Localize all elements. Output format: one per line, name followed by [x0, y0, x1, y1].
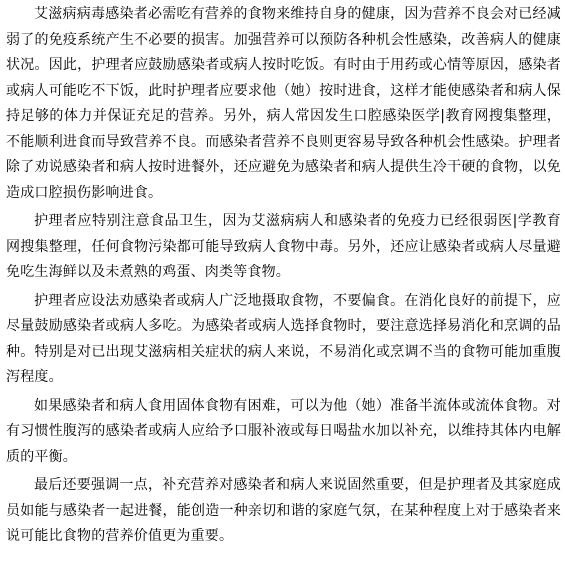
paragraph-food-hygiene: 护理者应特别注意食品卫生，因为艾滋病病人和感染者的免疫力已经很弱医|学教育网搜集整理，任何食物污染都可能导致病人食物中毒。另外，还应让感染者或病人尽量避免吃生海鲜以及未煮熟的鸡蛋、肉类等食物。	[6, 213, 561, 280]
paragraph-varied-diet: 护理者应设法劝感染者或病人广泛地摄取食物，不要偏食。在消化良好的前提下，应尽量鼓励感染者或病人多吃。为感染者或病人选择食物时，要注意选择易消化和烹调的品种。特别是对已出现艾滋病相关症状的病人来说，不易消化或烹调不当的食物可能加重腹泻程度。	[6, 292, 561, 385]
paragraph-liquid-food: 如果感染者和病人食用固体食物有困难，可以为他（她）准备半流体或流体食物。对有习惯性腹泻的感染者或病人应给予口服补液或每日喝盐水加以补充，以维持其体内电解质的平衡。	[6, 397, 561, 465]
paragraph-nutrition-importance: 艾滋病病毒感染者必需吃有营养的食物来维持自身的健康，因为营养不良会对已经减弱了的免疫系统产生不必要的损害。加强营养可以预防各种机会性感染，改善病人的健康状况。因此，护理者应鼓励感染者或病人按时吃饭。有时由于用药或心情等原因，感染者或病人可能吃不下饭，此时护理者应要求他（她）按时进食，这样才能使感染者和病人保持足够的体力并保证充足的营养。另外，病人常因发生口腔感染医学|教育网搜集整理，不能顺利进食而导致营养不良。而感染者营养不良则更容易导致各种机会性感染。护理者除了劝说感染者和病人按时进餐外，还应避免为感染者和病人提供生冷干硬的食物，以免造成口腔损伤影响进食。	[6, 6, 561, 201]
paragraph-family-meals: 最后还要强调一点，补充营养对感染者和病人来说固然重要，但是护理者及其家庭成员如能与感染者一起进餐，能创造一种亲切和谐的家庭气氛，在某种程度上对于感染者来说可能比食物的营养价值更为重要。	[6, 477, 561, 544]
